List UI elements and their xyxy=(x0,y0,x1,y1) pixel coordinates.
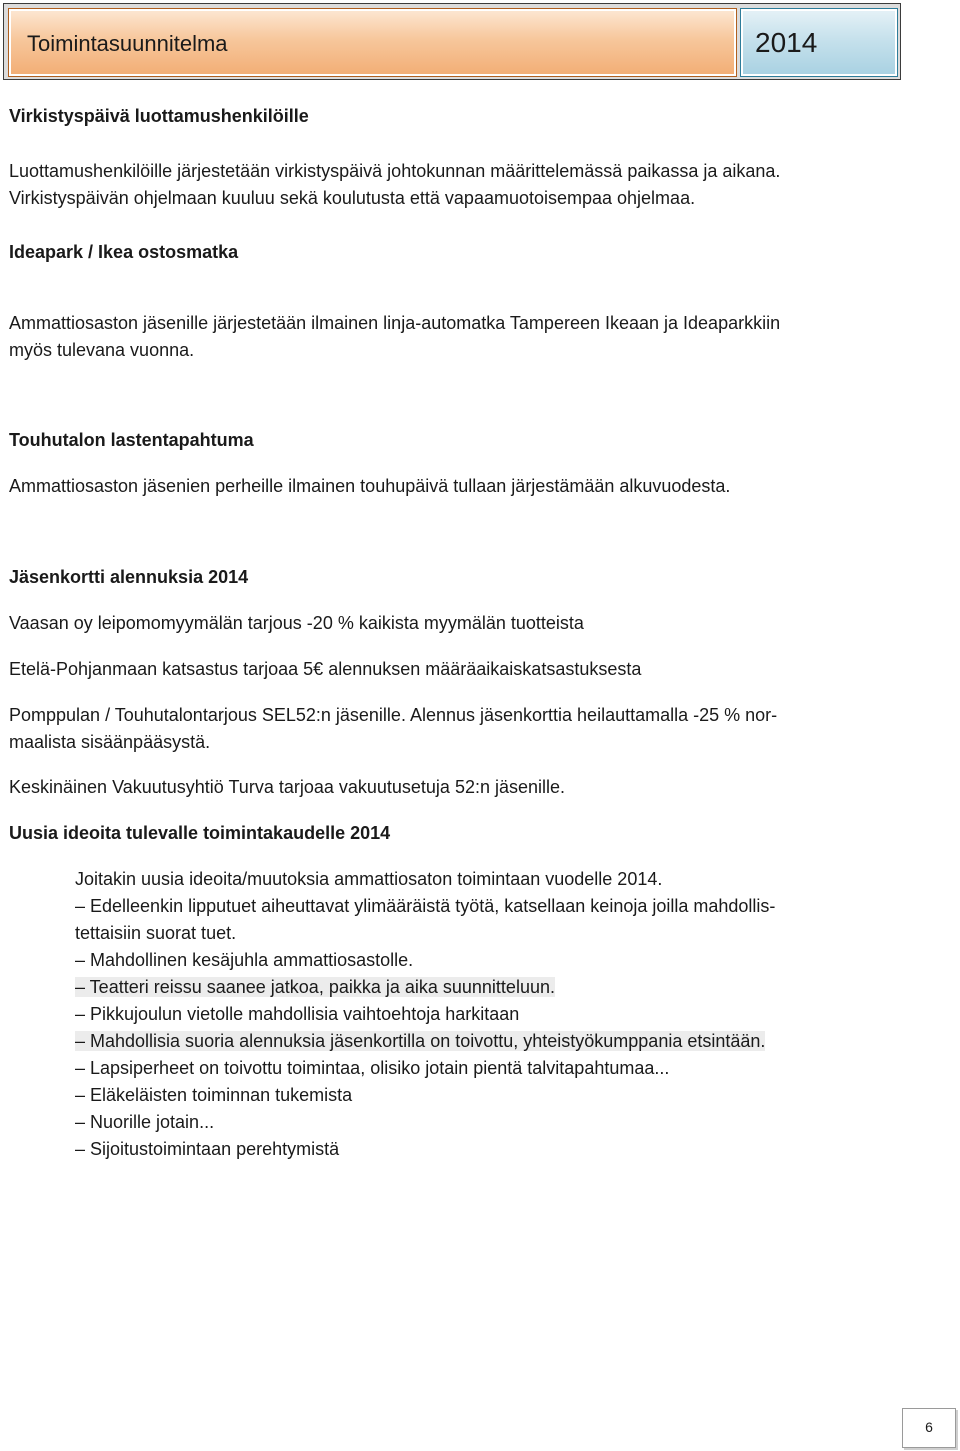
header-title-panel xyxy=(8,8,737,77)
paragraph-line: Vaasan oy leipomomyymälän tarjous -20 % kaikista myymälän tuotteista xyxy=(9,613,584,633)
paragraph-line: myös tulevana vuonna. xyxy=(9,340,195,360)
list-item: – Mahdollinen kesäjuhla ammattiosastolle. xyxy=(75,950,414,970)
list-item: – Edelleenkin lipputuet aiheuttavat ylimääräistä työtä, katsellaan keinoja joilla mahdollis- xyxy=(75,896,776,916)
list-item: – Teatteri reissu saanee jatkoa, paikka ja aika suunnitteluun. xyxy=(75,977,555,997)
list-item: – Eläkeläisten toiminnan tukemista xyxy=(75,1085,353,1105)
list-item: – Lapsiperheet on toivottu toimintaa, olisiko jotain pientä talvitapahtumaa... xyxy=(75,1058,670,1078)
page-number: 6 xyxy=(925,1419,933,1435)
paragraph-line: Virkistyspäivän ohjelmaan kuuluu sekä koulutusta että vapaamuotoisempaa ohjelmaa. xyxy=(9,188,696,208)
document-title: Toimintasuunnitelma xyxy=(27,31,228,56)
document-header xyxy=(3,3,901,80)
paragraph-line: Ammattiosaston jäsenien perheille ilmainen touhupäivä tullaan järjestämään alkuvuodesta. xyxy=(9,476,731,496)
section-heading-touhutalo: Touhutalon lastentapahtuma xyxy=(9,430,254,450)
header-year-panel xyxy=(740,8,898,77)
paragraph-line: Ammattiosaston jäsenille järjestetään ilmainen linja-automatka Tampereen Ikeaan ja Ideaparkkiin xyxy=(9,313,781,333)
section-heading-ideapark: Ideapark / Ikea ostosmatka xyxy=(9,242,239,262)
document-year: 2014 xyxy=(755,27,818,58)
paragraph-line: Etelä-Pohjanmaan katsastus tarjoaa 5€ alennuksen määräaikaiskatsastuksesta xyxy=(9,659,642,679)
list-item: – Sijoitustoimintaan perehtymistä xyxy=(75,1139,340,1159)
list-item: – Nuorille jotain... xyxy=(75,1112,215,1132)
paragraph-line: Pomppulan / Touhutalontarjous SEL52:n jäsenille. Alennus jäsenkorttia heilauttamalla -25 % nor- xyxy=(9,705,778,725)
page-number-box xyxy=(902,1408,956,1448)
paragraph-line: Luottamushenkilöille järjestetään virkistyspäivä johtokunnan määrittelemässä paikassa ja aikana. xyxy=(9,161,781,181)
list-item: – Mahdollisia suoria alennuksia jäsenkortilla on toivottu, yhteistyökumppania etsintään. xyxy=(75,1031,766,1051)
section-heading-ideat: Uusia ideoita tulevalle toimintakaudelle 2014 xyxy=(9,823,391,843)
list-item: – Pikkujoulun vietolle mahdollisia vaihtoehtoja harkitaan xyxy=(75,1004,520,1024)
section-heading-jasenkortti: Jäsenkortti alennuksia 2014 xyxy=(9,567,249,587)
list-item: Joitakin uusia ideoita/muutoksia ammattiosaton toimintaan vuodelle 2014. xyxy=(75,869,663,889)
paragraph-line: maalista sisäänpääsystä. xyxy=(9,732,211,752)
list-item: tettaisiin suorat tuet. xyxy=(75,923,237,943)
section-heading-virkistys: Virkistyspäivä luottamushenkilöille xyxy=(9,106,309,126)
paragraph-line: Keskinäinen Vakuutusyhtiö Turva tarjoaa vakuutusetuja 52:n jäsenille. xyxy=(9,777,566,797)
